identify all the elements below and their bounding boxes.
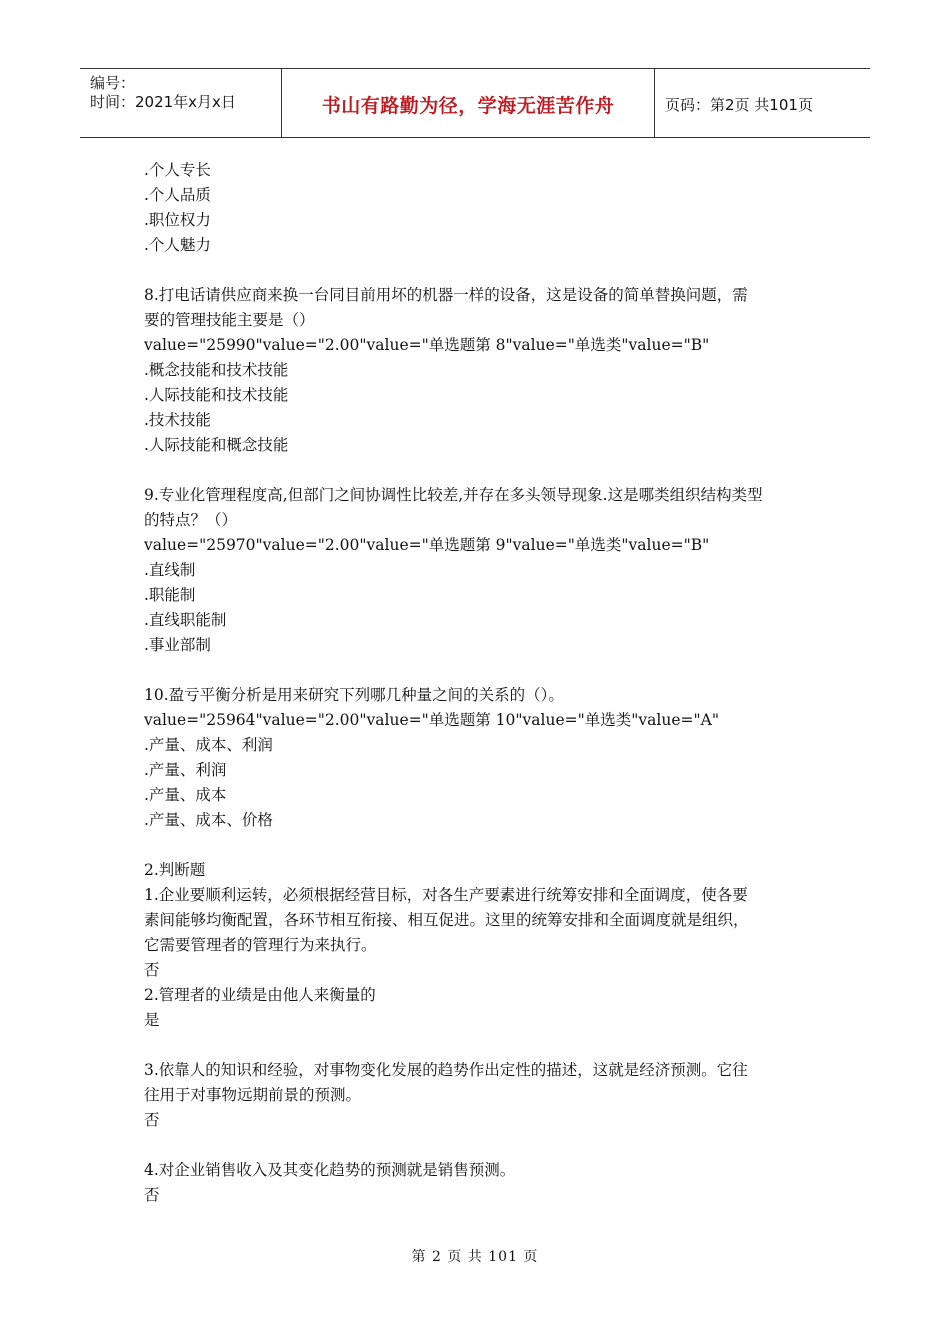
header-page-cell — [655, 69, 870, 137]
q9-question-cont: 的特点？（） — [144, 511, 238, 529]
spacer — [144, 658, 816, 683]
q8-option-a: .概念技能和技术技能 — [144, 361, 289, 379]
header-page-number: 页码：第2页 共101页 — [665, 96, 813, 114]
j1-statement-cont2: 它需要管理者的管理行为来执行。 — [144, 936, 377, 954]
document-body — [144, 158, 816, 1208]
q10-value: value="25964"value="2.00"value="单选题第 10"value="单选类"value="A" — [144, 711, 719, 729]
q9-option-b: .职能制 — [144, 586, 196, 604]
spacer — [144, 1033, 816, 1058]
q9-option-a: .直线制 — [144, 561, 196, 579]
section-title-judgment: 2.判断题 — [144, 861, 206, 879]
q8-option-b: .人际技能和技术技能 — [144, 386, 289, 404]
q7-option-d: .个人魅力 — [144, 236, 211, 254]
page-header — [80, 68, 870, 138]
q7-option-a: .个人专长 — [144, 161, 211, 179]
header-slogan-cell — [281, 69, 655, 137]
j1-statement-cont: 素间能够均衡配置，各环节相互衔接、相互促进。这里的统筹安排和全面调度就是组织， — [144, 911, 749, 929]
j3-statement-cont: 往用于对事物远期前景的预测。 — [144, 1086, 362, 1104]
spacer — [144, 1133, 816, 1158]
j2-answer: 是 — [144, 1011, 160, 1029]
q10-option-d: .产量、成本、价格 — [144, 811, 273, 829]
document-number-label: 编号： — [90, 74, 136, 92]
q9-option-d: .事业部制 — [144, 636, 211, 654]
q10-option-a: .产量、成本、利润 — [144, 736, 273, 754]
q9-option-c: .直线职能制 — [144, 611, 227, 629]
q10-option-b: .产量、利润 — [144, 761, 227, 779]
q8-question-cont: 要的管理技能主要是（） — [144, 311, 315, 329]
q9-value: value="25970"value="2.00"value="单选题第 9"value="单选类"value="B" — [144, 536, 710, 554]
q8-option-d: .人际技能和概念技能 — [144, 436, 289, 454]
j2-statement: 2.管理者的业绩是由他人来衡量的 — [144, 986, 376, 1004]
q7-option-c: .职位权力 — [144, 211, 211, 229]
header-slogan: 书山有路勤为径，学海无涯苦作舟 — [321, 95, 615, 117]
spacer — [144, 458, 816, 483]
q8-option-c: .技术技能 — [144, 411, 211, 429]
j4-statement: 4.对企业销售收入及其变化趋势的预测就是销售预测。 — [144, 1161, 516, 1179]
q8-question: 8.打电话请供应商来换一台同目前用坏的机器一样的设备，这是设备的简单替换问题，需 — [144, 286, 748, 304]
j4-answer: 否 — [144, 1186, 160, 1204]
document-time-label: 时间：2021年x月x日 — [90, 93, 236, 111]
q7-option-b: .个人品质 — [144, 186, 211, 204]
j1-statement: 1.企业要顺利运转，必须根据经营目标，对各生产要素进行统筹安排和全面调度，使各要 — [144, 886, 748, 904]
j3-statement: 3.依靠人的知识和经验，对事物变化发展的趋势作出定性的描述，这就是经济预测。它往 — [144, 1061, 748, 1079]
q10-option-c: .产量、成本 — [144, 786, 227, 804]
page-footer: 第 2 页 共 101 页 — [411, 1249, 539, 1265]
j3-answer: 否 — [144, 1111, 160, 1129]
spacer — [144, 258, 816, 283]
j1-answer: 否 — [144, 961, 160, 979]
q8-value: value="25990"value="2.00"value="单选题第 8"value="单选类"value="B" — [144, 336, 710, 354]
header-info-cell — [80, 69, 280, 137]
q10-question: 10.盈亏平衡分析是用来研究下列哪几种量之间的关系的（）。 — [144, 686, 564, 704]
spacer — [144, 833, 816, 858]
q9-question: 9.专业化管理程度高,但部门之间协调性比较差,并存在多头领导现象.这是哪类组织结构类型 — [144, 486, 763, 504]
